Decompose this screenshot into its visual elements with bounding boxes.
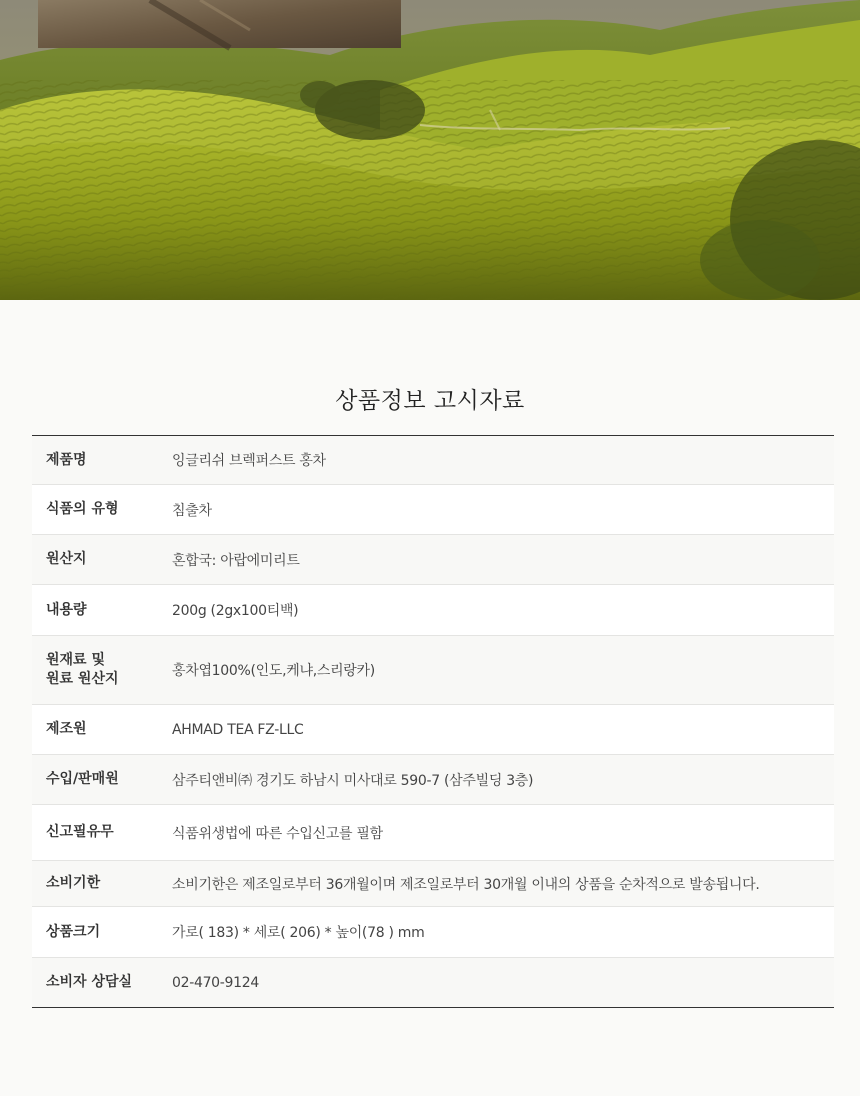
row-value: 200g (2gx100티백) bbox=[172, 603, 299, 619]
row-label: 수입/판매원 bbox=[46, 771, 119, 787]
section-title: 상품정보 고시자료 bbox=[335, 388, 525, 414]
row-label: 신고필유무 bbox=[46, 824, 114, 840]
tea-plantation-image bbox=[0, 0, 860, 300]
row-label: 소비자 상담실 bbox=[46, 974, 133, 990]
table-row bbox=[32, 436, 834, 485]
row-value: 삼주티앤비㈜ 경기도 하남시 미사대로 590-7 (삼주빌딩 3층) bbox=[172, 772, 534, 789]
row-value: 식품위생법에 따른 수입신고를 필함 bbox=[172, 825, 383, 842]
row-label: 원재료 및 원료 원산지 bbox=[46, 652, 119, 687]
hero-banner bbox=[0, 0, 860, 300]
row-value: AHMAD TEA FZ-LLC bbox=[172, 721, 304, 738]
table-row bbox=[32, 755, 834, 805]
row-value: 혼합국: 아랍에미리트 bbox=[172, 552, 300, 569]
row-value: 가로( 183) * 세로( 206) * 높이(78 ) mm bbox=[172, 925, 425, 941]
row-label: 상품크기 bbox=[46, 923, 101, 940]
row-label: 원산지 bbox=[46, 551, 87, 567]
row-label: 제조원 bbox=[46, 721, 87, 737]
table-row bbox=[32, 636, 834, 705]
row-label: 제품명 bbox=[46, 451, 87, 468]
table-row bbox=[32, 585, 834, 636]
table-row bbox=[32, 485, 834, 535]
product-info-table bbox=[32, 435, 834, 1008]
table-row bbox=[32, 805, 834, 861]
product-notice-section bbox=[0, 300, 860, 1096]
table-row bbox=[32, 705, 834, 755]
row-value: 잉글리쉬 브렉퍼스트 홍차 bbox=[172, 453, 326, 469]
row-value: 홍차엽100%(인도,케냐,스리랑카) bbox=[172, 663, 375, 679]
table-row bbox=[32, 958, 834, 1007]
table-row bbox=[32, 907, 834, 958]
row-value: 소비기한은 제조일로부터 36개월이며 제조일로부터 30개월 이내의 상품을 순차적으로 발송됩니다. bbox=[172, 876, 760, 893]
row-value: 침출차 bbox=[172, 502, 212, 519]
row-label: 내용량 bbox=[46, 601, 87, 618]
row-label: 소비기한 bbox=[46, 875, 101, 891]
table-row bbox=[32, 861, 834, 907]
table-row bbox=[32, 535, 834, 585]
row-value: 02-470-9124 bbox=[172, 974, 259, 991]
row-label: 식품의 유형 bbox=[46, 501, 119, 517]
